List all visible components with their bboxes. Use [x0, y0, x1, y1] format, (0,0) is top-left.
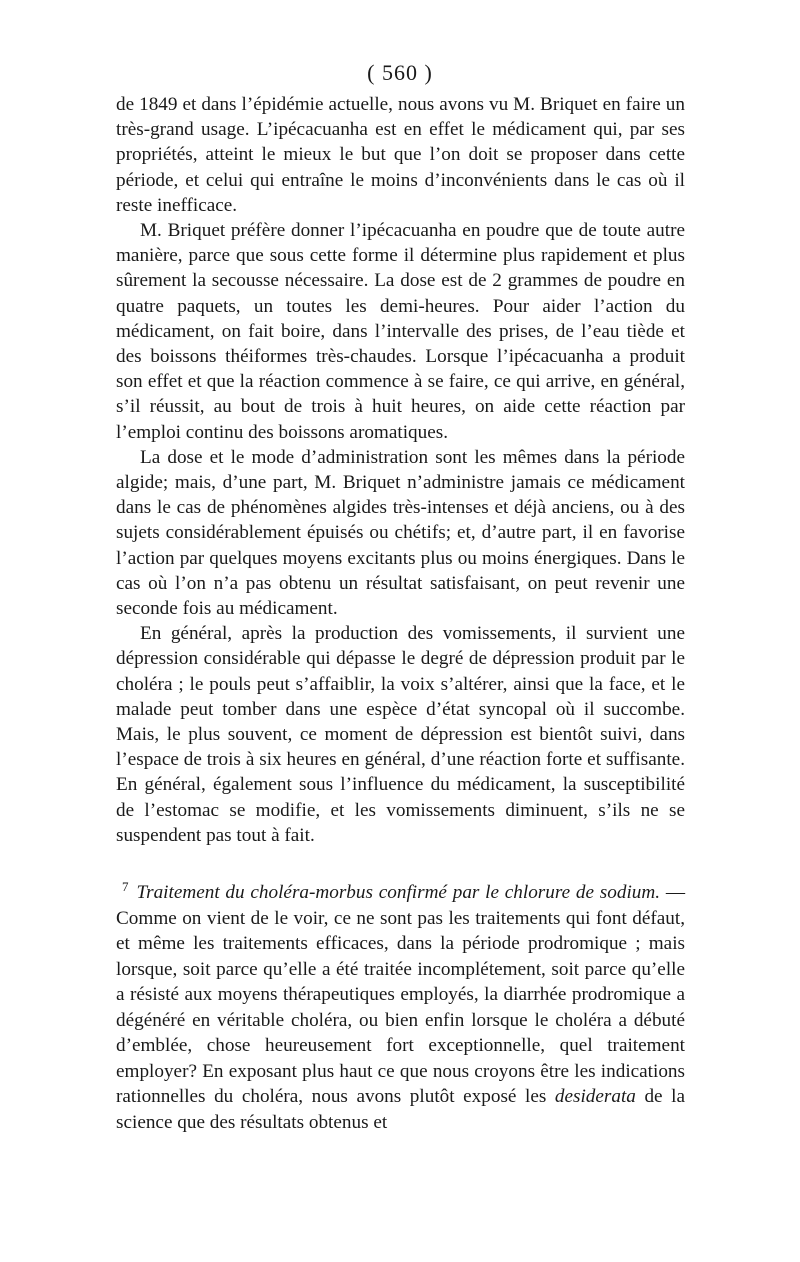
footnote-text-start: — Comme on vient de le voir, ce ne sont pas les traitements qui font défaut, et même les traitements efficaces, dans la période prodromique ; mais lorsque, soit parce qu’elle a été traitée incomplétement, soit parce qu’elle a résisté aux moyens thérapeutiques employés, la diarrhée prodromique a dégénéré en véritable choléra, ou bien enfin lorsque le choléra a débuté d’emblée, chose heureusement fort exceptionnelle, quel traitement employer? En exposant plus haut ce que nous croyons être les indications rationnelles du choléra, nous avons plutôt exposé les [116, 882, 686, 1107]
paragraph-3: La dose et le mode d’administration sont les mêmes dans la période algide; mais, d’une part, M. Briquet n’administre jamais ce médicament dans le cas de phénomènes algides très-intenses et déjà anciens, ou à des sujets considérablement épuisés ou chétifs; et, d’autre part, il en favorise l’action par quelques moyens excitants plus ou moins énergiques. Dans le cas où l’on n’a pas obtenu un résultat satisfaisant, on peut revenir une seconde fois au médicament. [116, 446, 685, 620]
footnote-italic-word: desiderata [554, 1086, 636, 1107]
footnote [116, 880, 685, 1135]
footnote-text-end: de la science que des résultats obtenus et [116, 1086, 685, 1133]
paragraph-1: de 1849 et dans l’épidémie actuelle, nous avons vu M. Briquet en faire un très-grand usage. L’ipécacuanha est en effet le médicament qui, par ses propriétés, atteint le mieux le but que l’on doit se proposer dans cette période, et celui qui entraîne le moins d’inconvénients dans le cas où il reste inefficace. [116, 94, 685, 216]
page-number: ( 560 ) [367, 60, 433, 85]
footnote-paragraph [116, 880, 685, 1135]
main-text [116, 92, 685, 848]
footnote-mark: 7 [122, 878, 129, 894]
paragraph-2: M. Briquet préfère donner l’ipécacuanha en poudre que de toute autre manière, parce que sous cette forme il détermine plus rapidement et plus sûrement la secousse nécessaire. La dose est de 2 grammes de poudre en quatre paquets, un toutes les demi-heures. Pour aider l’action du médicament, on fait boire, dans l’intervalle des prises, de l’eau tiède et des boissons théiformes très-chaudes. Lorsque l’ipécacuanha a produit son effet et que la réaction commence à se faire, ce qui arrive, en général, s’il réussit, au bout de trois à huit heures, on aide cette réaction par l’emploi continu des boissons aromatiques. [116, 220, 685, 443]
paragraph-4: En général, après la production des vomissements, il survient une dépression considérable qui dépasse le degré de dépression produit par le choléra ; le pouls peut s’affaiblir, la voix s’altérer, ainsi que la face, et le malade peut tomber dans une espèce d’état syncopal où il succombe. Mais, le plus souvent, ce moment de dépression est bientôt suivi, dans l’espace de trois à six heures en général, d’une réaction forte et suffisante. En général, également sous l’influence du médicament, la susceptibilité de l’estomac se modifie, et les vomissements diminuent, s’ils ne se suspendent pas tout à fait. [116, 623, 685, 846]
footnote-title: Traitement du choléra-morbus confirmé par le chlorure de sodium. [136, 882, 661, 903]
